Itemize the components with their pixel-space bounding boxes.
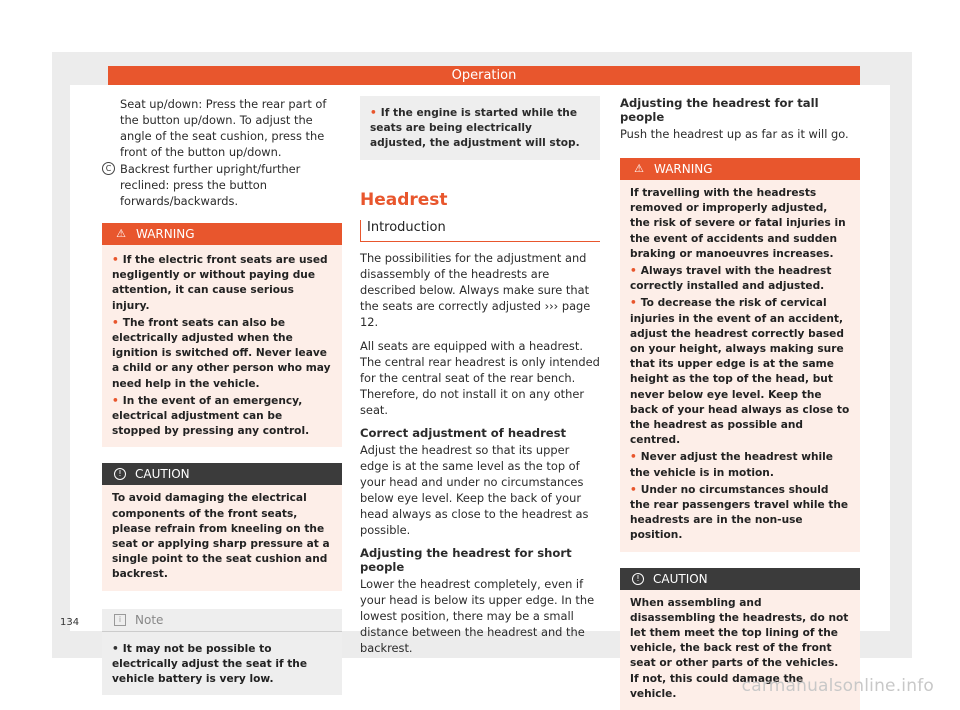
caution-header [620,568,860,590]
warning-item: • Under no circumstances should the rear passengers travel while the headrests are in the non-use position. [630,483,849,542]
continued-warning-item: • If the engine is started while the seats are being electrically adjusted, the adjustment will stop. [370,107,580,150]
bullet-icon: • [112,394,119,407]
bullet-icon: • [630,265,637,278]
backrest-item [102,161,342,209]
column-right [620,96,860,710]
watermark: carmanualsonline.info [741,676,934,696]
note-header [102,609,342,632]
tall-people-paragraph: Push the headrest up as far as it will go. [620,127,849,141]
note-body [102,632,342,696]
bullet-icon: • [630,483,637,496]
column-left [102,96,342,695]
note-title: Note [135,612,164,627]
warning-item: • Never adjust the headrest while the vehicle is in motion. [630,451,833,479]
short-people-heading: Adjusting the headrest for short people [360,545,572,574]
warning-box [102,223,342,447]
correct-adjustment-heading: Correct adjustment of headrest [360,425,567,440]
bullet-icon: • [630,297,637,310]
caution-title: CAUTION [135,467,190,482]
caution-box [102,463,342,590]
callout-c-icon: C [102,162,115,175]
bullet-icon: • [112,316,119,329]
page-number: 134 [60,617,80,628]
chapter-header: Operation [108,66,860,85]
info-square-icon: i [114,614,126,626]
caution-header [102,463,342,485]
warning-header [102,223,342,245]
intro-paragraph: The possibilities for the adjustment and disassembly of the headrests are described below. Always make sure that the seats are correctly adjusted ››› page 12. [360,250,591,329]
caution-body [102,485,342,590]
bullet-icon: • [630,451,637,464]
note-box [102,609,342,696]
warning-item: • The front seats can also be electrically adjusted when the ignition is switched off. Never leave a child or any other person who may need help in the vehicle. [112,316,331,390]
column-middle [360,96,600,656]
warning-body [102,245,342,447]
caution-text: When assembling and disassembling the headrests, do not let them meet the top lining of the vehicle, the back rest of the front seat or other parts of the vehicles. If not, this could damage the vehicle. [630,596,849,700]
section-title: Headrest [360,189,448,210]
warning-triangle-icon: ⚠ [116,227,126,240]
caution-text: To avoid damaging the electrical components of the front seats, please refrain from kneeling on the seat or applying sharp pressure at a single point to the seat cushion and backrest. [112,492,330,581]
exclamation-circle-icon: ! [114,468,126,480]
subsection-title: Introduction [360,220,600,242]
note-item: • It may not be possible to electrically adjust the seat if the vehicle battery is very low. [112,642,308,686]
warning-lead: If travelling with the headrests removed or improperly adjusted, the risk of severe or fatal injuries in the event of accidents and sudden braking or manoeuvres increases. [630,187,846,260]
warning-item: • In the event of an emergency, electrical adjustment can be stopped by pressing any control. [112,394,310,438]
bullet-icon: • [370,107,377,119]
warning-box [620,158,860,552]
tall-people-heading: Adjusting the headrest for tall people [620,96,819,124]
exclamation-circle-icon: ! [632,573,644,585]
seat-height-text: Seat up/down: Press the rear part of the button up/down. To adjust the angle of the seat cushion, press the front of the button up/down. [120,97,327,159]
warning-body [620,180,860,552]
correct-adjustment-paragraph: Adjust the headrest so that its upper edge is at the same level as the top of your head and under no circumstances below eye level. Keep the back of your head always as close to the headrest as possible. [360,442,589,537]
bullet-icon: • [112,254,119,266]
short-people-paragraph: Lower the headrest completely, even if your head is below its upper edge. In the lowest position, there may be a small distance between the headrest and the backrest. [360,576,595,655]
continued-warning-box [360,96,600,160]
warning-title: WARNING [136,227,195,241]
warning-item: • Always travel with the headrest correctly installed and adjusted. [630,265,832,293]
warning-item: • To decrease the risk of cervical injuries in the event of an accident, adjust the headrest correctly based on your height, always making sure that its upper edge is at the same height as the top of the head, but never below eye level. Keep the back of your head always as close to the headrest as possible and centred. [630,297,850,447]
warning-triangle-icon: ⚠ [634,162,644,175]
headrest-equipment-paragraph: All seats are equipped with a headrest. The central rear headrest is only intended for the central seat of the rear bench. Therefore, do not install it on any other seat. [360,338,600,417]
warning-item: • If the electric front seats are used negligently or without paying due attention, it can cause serious injury. [112,254,328,312]
warning-title: WARNING [654,162,713,176]
caution-title: CAUTION [653,571,708,586]
warning-header [620,158,860,180]
backrest-text: Backrest further upright/further reclined: press the button forwards/backwards. [120,162,301,208]
bullet-icon: • [112,642,119,655]
